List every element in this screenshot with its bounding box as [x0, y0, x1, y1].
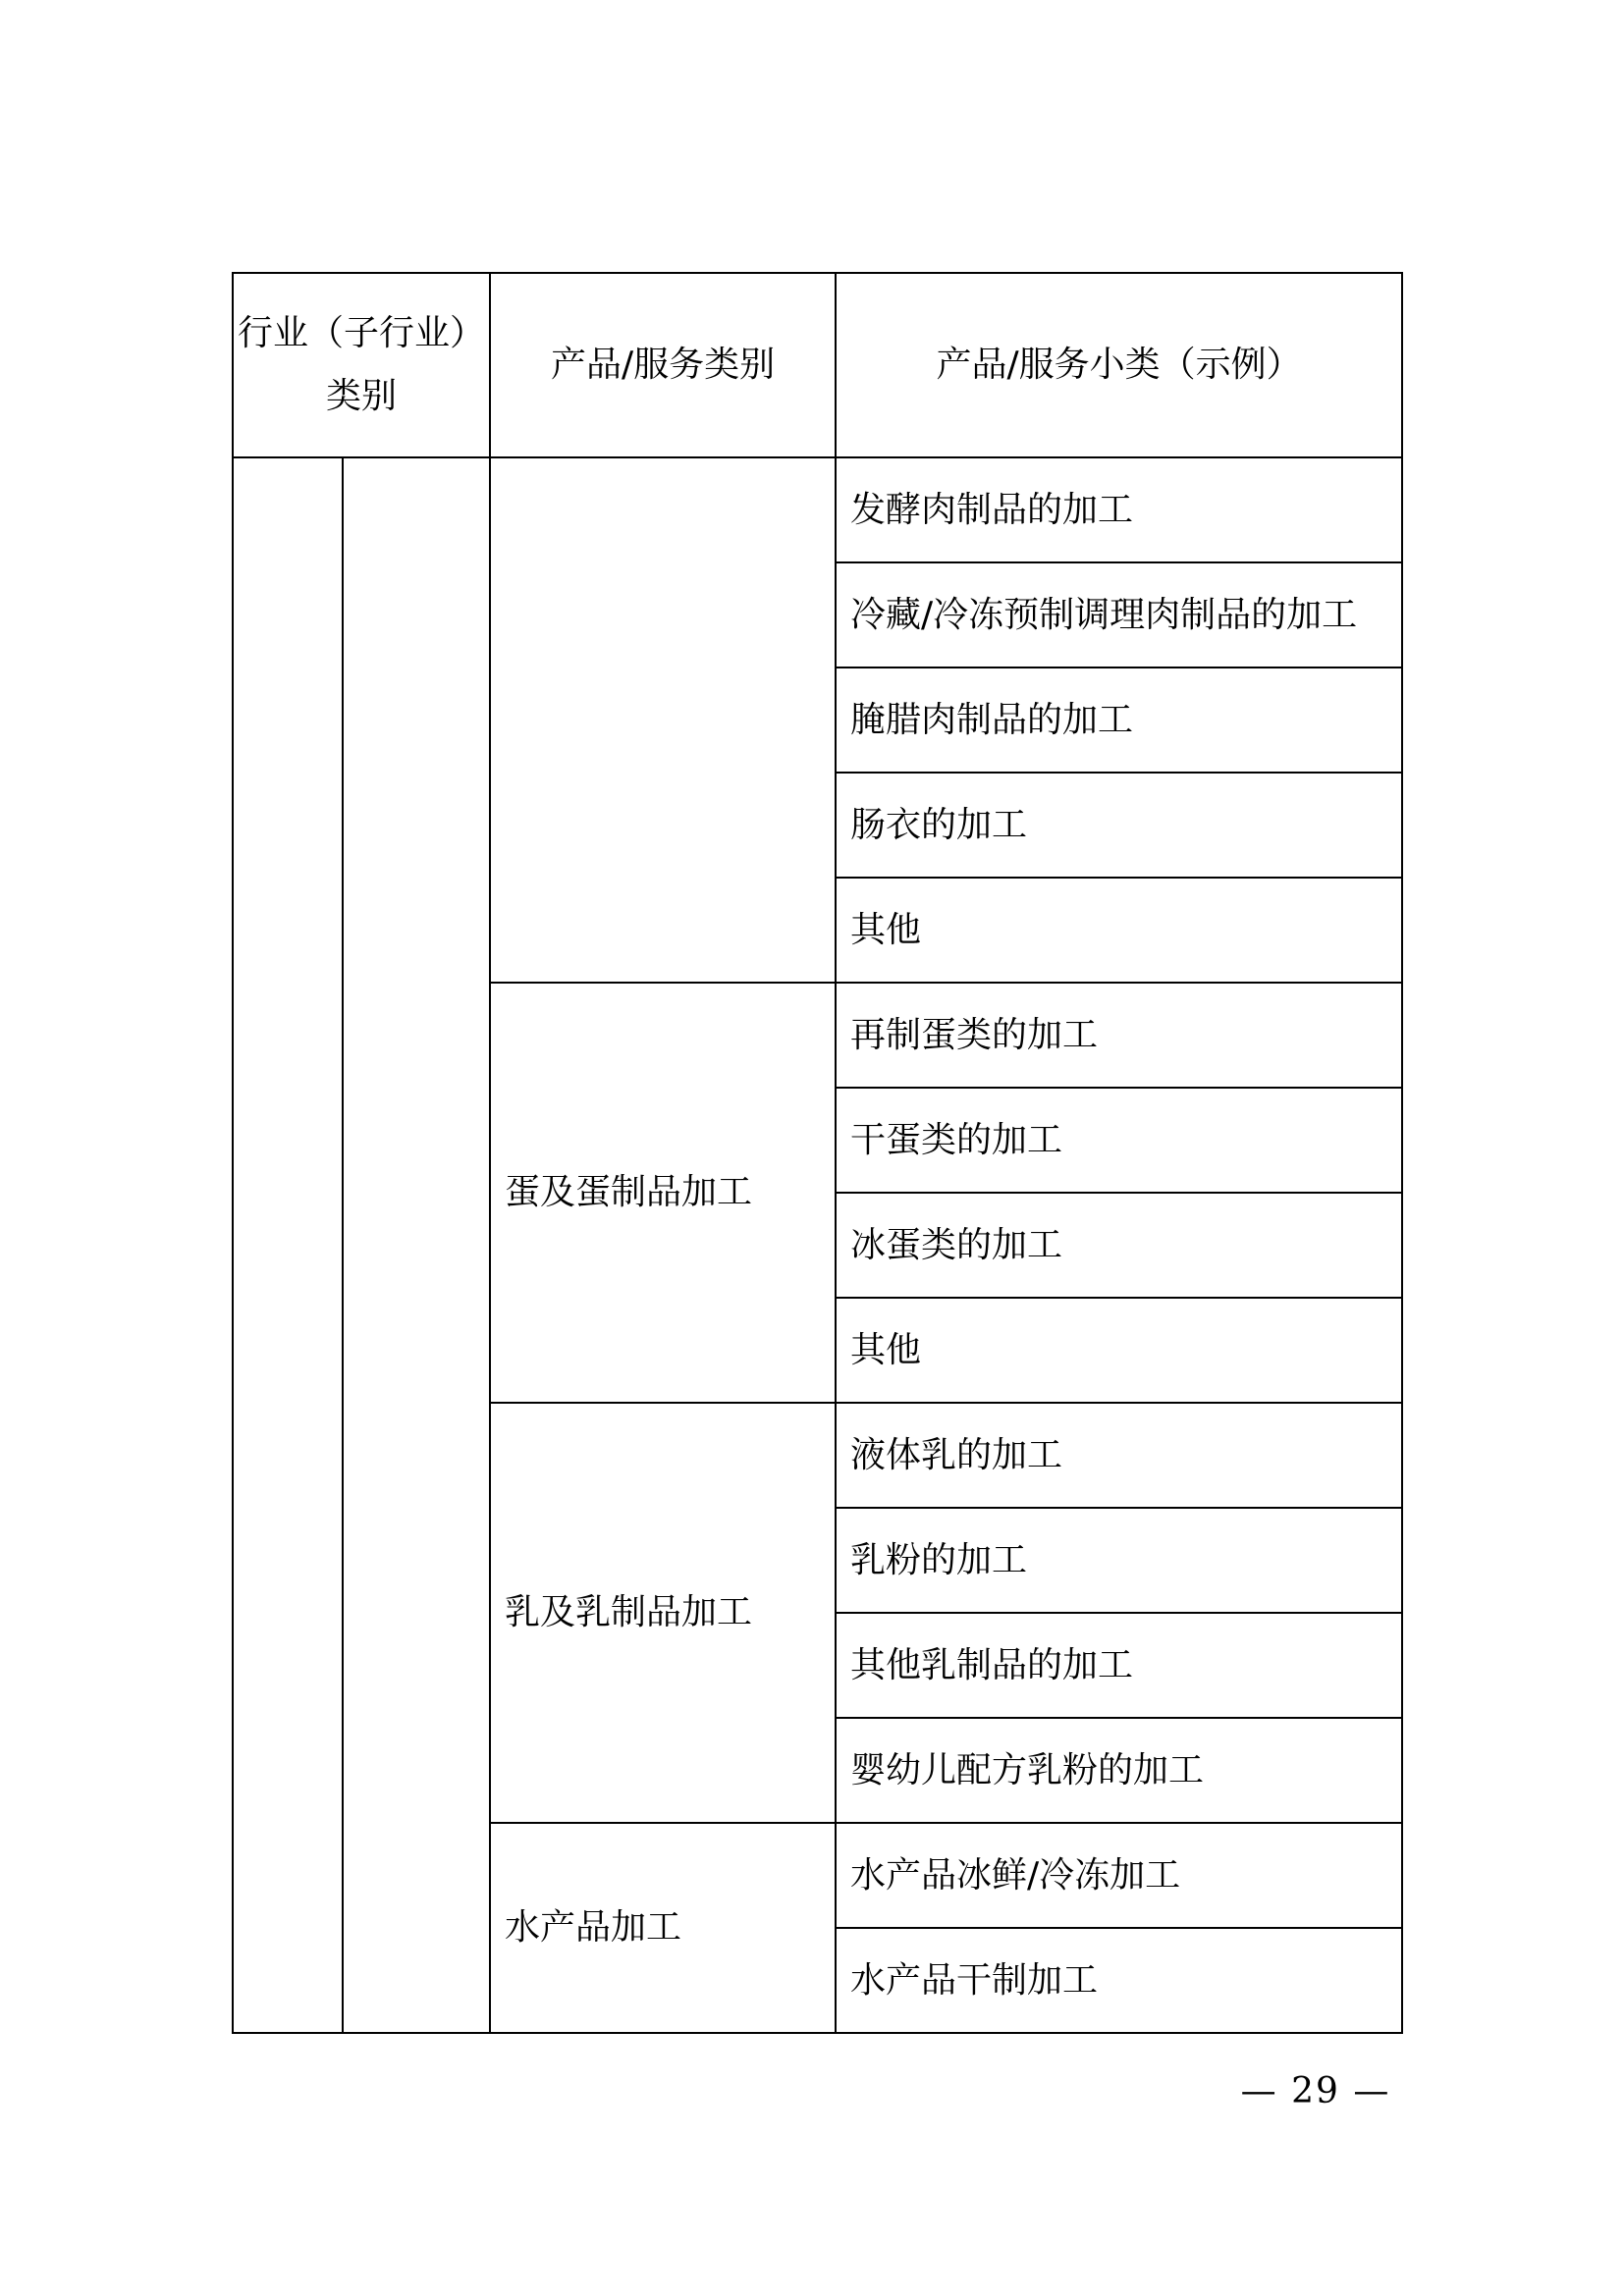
- subcategory-cell: 发酵肉制品的加工: [836, 457, 1402, 562]
- header-industry: [233, 273, 490, 457]
- subcategory-cell: 其他: [836, 1298, 1402, 1403]
- page-number: — 29 —: [1240, 2071, 1391, 2111]
- subcategory-cell: 冷藏/冷冻预制调理肉制品的加工: [836, 562, 1402, 667]
- category-cell: [490, 457, 836, 983]
- subcategory-cell: 再制蛋类的加工: [836, 983, 1402, 1088]
- subcategory-cell: 腌腊肉制品的加工: [836, 667, 1402, 773]
- subcategory-cell: 水产品干制加工: [836, 1928, 1402, 2033]
- category-cell: 蛋及蛋制品加工: [490, 983, 836, 1403]
- subcategory-cell: 其他乳制品的加工: [836, 1613, 1402, 1718]
- subcategory-cell: 乳粉的加工: [836, 1508, 1402, 1613]
- subcategory-cell: 干蛋类的加工: [836, 1088, 1402, 1193]
- subcategory-cell: 肠衣的加工: [836, 773, 1402, 878]
- subcategory-cell: 其他: [836, 878, 1402, 983]
- category-cell: 水产品加工: [490, 1823, 836, 2033]
- header-category: 产品/服务类别: [490, 273, 836, 457]
- subcategory-cell: 冰蛋类的加工: [836, 1193, 1402, 1298]
- header-industry-line1: 行业（子行业）: [238, 313, 486, 353]
- subcategory-cell: 水产品冰鲜/冷冻加工: [836, 1823, 1402, 1928]
- header-subcategory: 产品/服务小类（示例）: [836, 273, 1402, 457]
- category-cell: 乳及乳制品加工: [490, 1403, 836, 1823]
- table-row: [233, 457, 1402, 562]
- subcategory-cell: 婴幼儿配方乳粉的加工: [836, 1718, 1402, 1823]
- sub-industry-cell: [343, 457, 490, 2033]
- header-industry-line2: 类别: [326, 376, 398, 416]
- table-header-row: [233, 273, 1402, 457]
- subcategory-cell: 液体乳的加工: [836, 1403, 1402, 1508]
- industry-cell: [233, 457, 343, 2033]
- product-category-table: [232, 272, 1403, 2034]
